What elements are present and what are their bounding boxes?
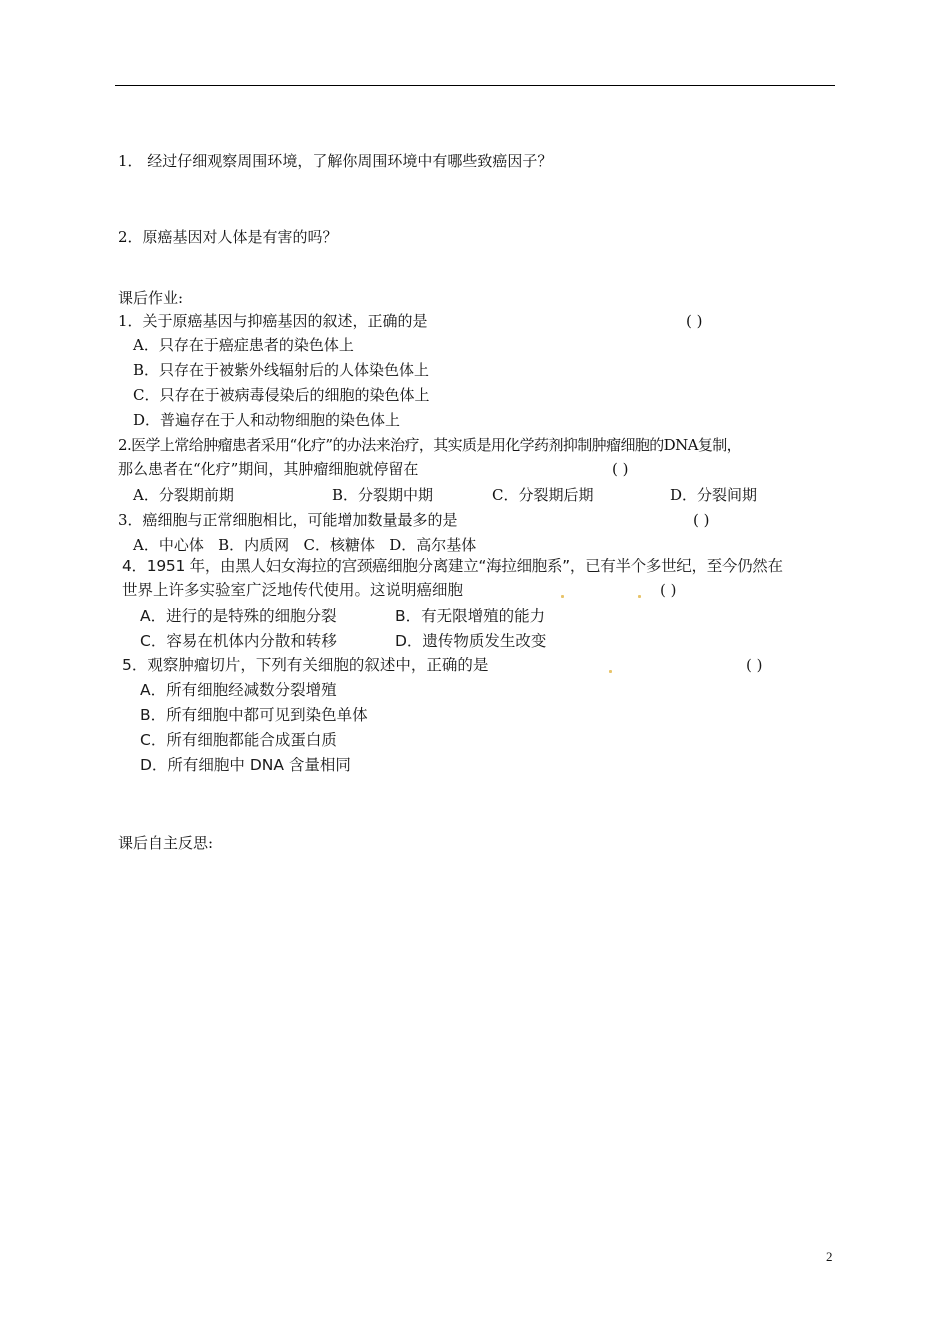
scan-speck — [638, 595, 641, 598]
page-number: 2 — [826, 1249, 833, 1264]
q4-option-b: B．有无限增殖的能力 — [395, 607, 546, 625]
pre-question-2: 2．原癌基因对人体是有害的吗？ — [118, 228, 338, 246]
q2-option-a: A．分裂期前期 — [133, 486, 234, 504]
q4-option-c: C．容易在机体内分散和转移 — [140, 632, 337, 650]
q4-option-d: D．遗传物质发生改变 — [395, 632, 547, 650]
reflection-heading: 课后自主反思: — [118, 834, 214, 852]
q5-stem: 5．观察肿瘤切片，下列有关细胞的叙述中，正确的是 — [122, 656, 489, 674]
q1-option-d: D．普遍存在于人和动物细胞的染色体上 — [133, 411, 401, 429]
q5-option-b: B．所有细胞中都可见到染色单体 — [140, 706, 368, 724]
homework-heading: 课后作业: — [118, 289, 184, 307]
pre-question-1: 1． 经过仔细观察周围环境，了解你周围环境中有哪些致癌因子？ — [118, 152, 553, 170]
q3-answer-paren: ( ) — [693, 511, 710, 529]
q4-stem-line2: 世界上许多实验室广泛地传代使用。这说明癌细胞 — [122, 581, 464, 599]
q3-stem: 3．癌细胞与正常细胞相比，可能增加数量最多的是 — [118, 511, 458, 529]
q2-stem-line1: 2.医学上常给肿瘤患者采用“化疗”的办法来治疗，其实质是用化学药剂抑制肿瘤细胞的DNA复制， — [118, 436, 742, 454]
header-rule — [115, 85, 835, 86]
q1-answer-paren: ( ) — [686, 312, 703, 330]
q5-answer-paren: ( ) — [746, 656, 763, 674]
q1-stem: 1．关于原癌基因与抑癌基因的叙述，正确的是 — [118, 312, 428, 330]
q1-option-b: B．只存在于被紫外线辐射后的人体染色体上 — [133, 361, 430, 379]
scan-speck — [561, 595, 564, 598]
q5-option-a: A．所有细胞经减数分裂增殖 — [140, 681, 337, 699]
q5-option-d: D．所有细胞中 DNA 含量相同 — [140, 756, 351, 774]
q2-stem-line2: 那么患者在“化疗”期间，其肿瘤细胞就停留在 — [118, 460, 419, 478]
q2-option-c: C．分裂期后期 — [492, 486, 594, 504]
q1-option-c: C．只存在于被病毒侵染后的细胞的染色体上 — [133, 386, 430, 404]
q2-answer-paren: ( ) — [612, 460, 629, 478]
q4-answer-paren: ( ) — [660, 581, 677, 599]
q2-option-b: B．分裂期中期 — [332, 486, 434, 504]
q1-option-a: A．只存在于癌症患者的染色体上 — [133, 336, 354, 354]
q4-stem-line1: 4．1951 年，由黑人妇女海拉的宫颈癌细胞分离建立“海拉细胞系”，已有半个多世纪，至今仍然在 — [122, 557, 783, 575]
q4-option-a: A．进行的是特殊的细胞分裂 — [140, 607, 337, 625]
q2-option-d: D．分裂间期 — [670, 486, 758, 504]
scan-speck — [609, 670, 612, 673]
q3-options: A．中心体 B．内质网 C．核糖体 D．高尔基体 — [133, 536, 477, 554]
q5-option-c: C．所有细胞都能合成蛋白质 — [140, 731, 337, 749]
